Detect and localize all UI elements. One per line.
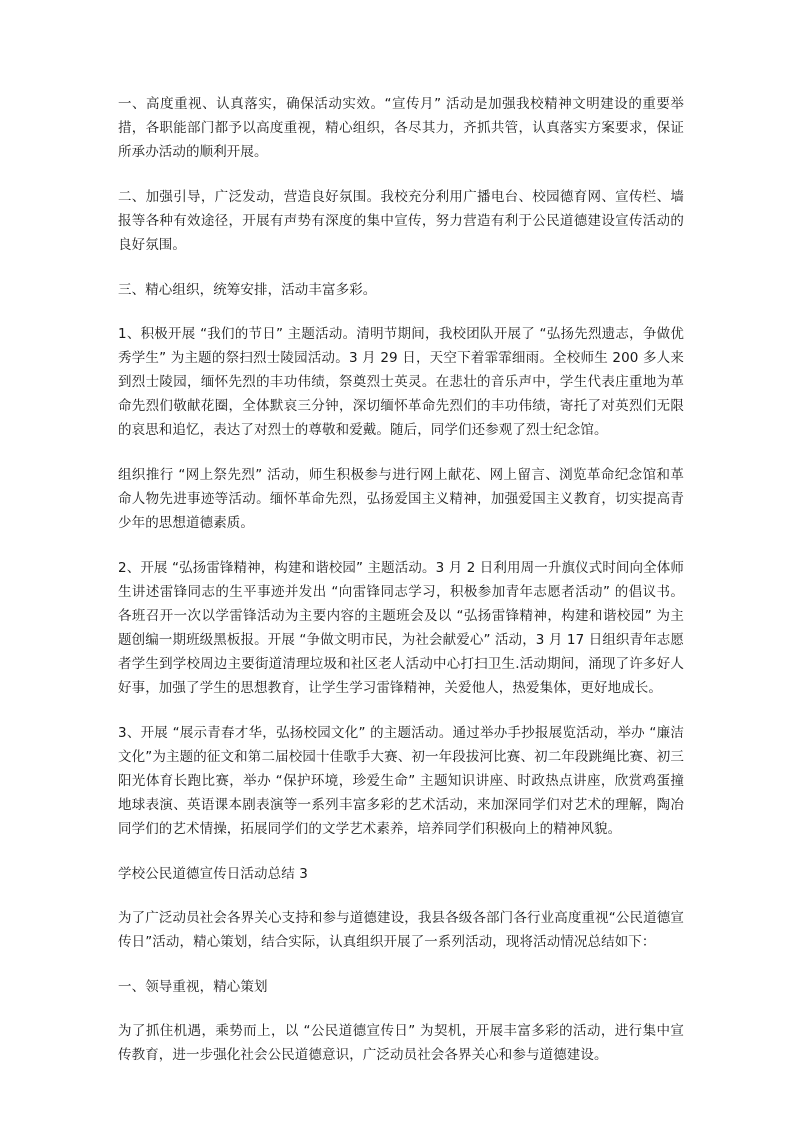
section-heading-leadership: 一、领导重视，精心策划 xyxy=(118,979,268,995)
document-body xyxy=(118,92,684,1088)
paragraph-campus-culture: 3、开展 “展示青春才华，弘扬校园文化” 的主题活动。通过举办手抄报展览活动，举办 “廉洁文化”为主题的征文和第二届校园十佳歌手大赛、初一年段拔河比赛、初二年段跳绳比赛、初三阳光体育长跑比赛，举办 “保护环境，珍爱生命” 主题知识讲座、时政热点讲座，欣赏鸡蛋撞地球表演、英语课本剧表演等一系列丰富多彩的艺术活动，来加深同学们对艺术的理解，陶冶同学们的艺术情操，拓展同学们的文学艺术素养，培养同学们积极向上的精神风貌。 xyxy=(118,725,684,837)
paragraph-opportunity: 为了抓住机遇，乘势而上，以 “公民道德宣传日” 为契机，开展丰富多彩的活动，进行集中宣传教育，进一步强化社会公民道德意识，广泛动员社会各界关心和参与道德建设。 xyxy=(118,1023,684,1063)
section-heading-3: 三、精心组织，统筹安排，活动丰富多彩。 xyxy=(118,282,377,298)
section-title-summary-3: 学校公民道德宣传日活动总结 3 xyxy=(118,866,308,882)
paragraph-measure-2: 二、加强引导，广泛发动，营造良好氛围。我校充分利用广播电台、校园德育网、宣传栏、墙报等各种有效途径，开展有声势有深度的集中宣传，努力营造有利于公民道德建设宣传活动的良好氛围。 xyxy=(118,189,684,253)
paragraph-intro: 为了广泛动员社会各界关心支持和参与道德建设，我县各级各部门各行业高度重视“公民道德宣传日”活动，精心策划，结合实际，认真组织开展了一系列活动，现将活动情况总结如下： xyxy=(118,910,684,950)
paragraph-festival-activity: 1、积极开展 “我们的节日” 主题活动。清明节期间，我校团队开展了 “弘扬先烈遗志，争做优秀学生” 为主题的祭扫烈士陵园活动。3 月 29 日，天空下着霏霏细雨。全校师生 200 多人来到烈士陵园，缅怀先烈的丰功伟绩，祭奠烈士英灵。在悲壮的音乐声中，学生代表庄重地为革命先烈们敬献花圈，全体默哀三分钟，深切缅怀革命先烈们的丰功伟绩，寄托了对英烈们无限的哀思和追忆，表达了对烈士的尊敬和爱戴。随后，同学们还参观了烈士纪念馆。 xyxy=(118,326,684,438)
paragraph-measure-1: 一、高度重视、认真落实，确保活动实效。“宣传月” 活动是加强我校精神文明建设的重要举措，各职能部门都予以高度重视，精心组织，各尽其力，齐抓共管，认真落实方案要求，保证所承办活动的顺利开展。 xyxy=(118,96,684,160)
paragraph-online-memorial: 组织推行 “网上祭先烈” 活动，师生积极参与进行网上献花、网上留言、浏览革命纪念馆和革命人物先进事迹等活动。缅怀革命先烈，弘扬爱国主义精神，加强爱国主义教育，切实提高青少年的思想道德素质。 xyxy=(118,467,684,531)
paragraph-lei-feng-activity: 2、开展 “弘扬雷锋精神，构建和谐校园” 主题活动。3 月 2 日利用周一升旗仪式时间向全体师生讲述雷锋同志的生平事迹并发出 “向雷锋同志学习，积极参加青年志愿者活动” 的倡议书。各班召开一次以学雷锋活动为主要内容的主题班会及以 “弘扬雷锋精神，构建和谐校园” 为主题创编一期班级黑板报。开展 “争做文明市民，为社会献爱心” 活动，3 月 17 日组织青年志愿者学生到学校周边主要街道清理垃圾和社区老人活动中心打扫卫生.活动期间，涌现了许多好人好事，加强了学生的思想教育，让学生学习雷锋精神，关爱他人，热爱集体，更好地成长。 xyxy=(118,560,684,696)
